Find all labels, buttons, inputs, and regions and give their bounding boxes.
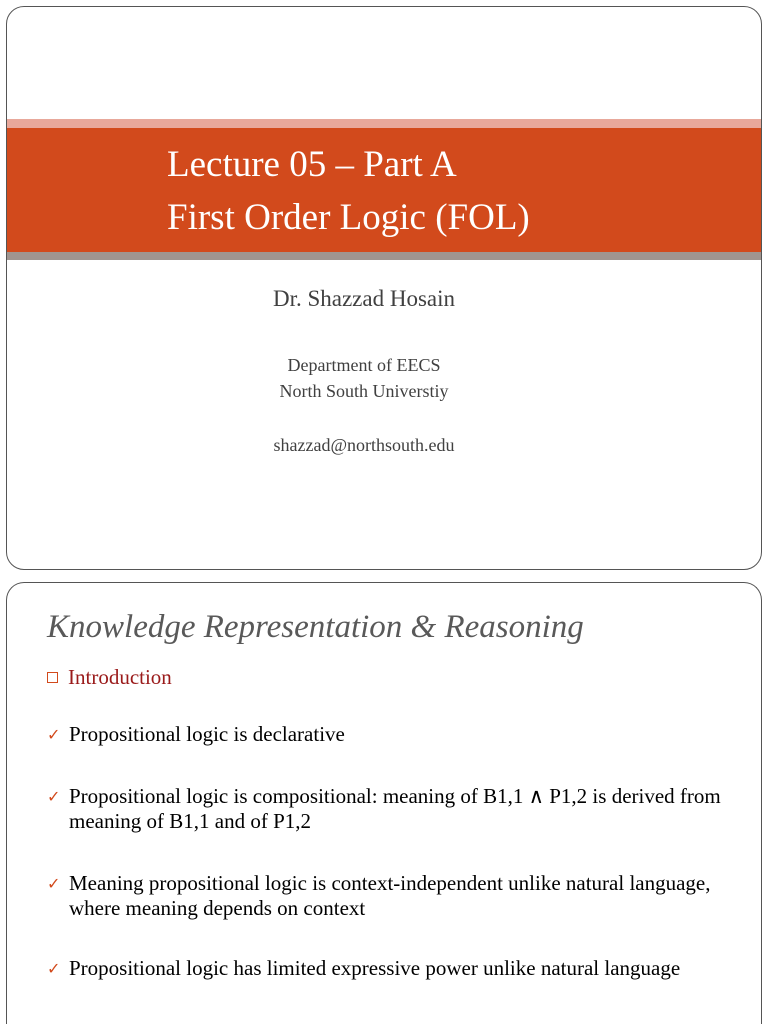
- author-email: shazzad@northsouth.edu: [273, 435, 455, 455]
- checkmark-icon: ✓: [47, 787, 61, 806]
- square-bullet-icon: [47, 672, 58, 683]
- author-name: Dr. Shazzad Hosain: [272, 286, 456, 311]
- section-label: [47, 665, 172, 690]
- list-item: [47, 871, 747, 921]
- title-band-top-stripe: [7, 119, 761, 128]
- section-label-text: Introduction: [68, 665, 172, 689]
- list-item: [47, 722, 747, 747]
- slide-heading: Knowledge Representation & Reasoning: [47, 609, 584, 645]
- lecture-title: Lecture 05 – Part A: [167, 144, 457, 185]
- list-item-text: Propositional logic is compositional: meaning of B1,1 ∧ P1,2 is derived from meaning of B1,1 and of P1,2: [69, 784, 721, 833]
- list-item-text: Propositional logic is declarative: [69, 722, 345, 746]
- list-item-text: Propositional logic has limited expressive power unlike natural language: [69, 956, 681, 980]
- list-item: [47, 784, 747, 834]
- title-slide: [6, 6, 762, 570]
- title-band-bottom-stripe: [7, 252, 761, 260]
- checkmark-icon: ✓: [47, 959, 61, 978]
- content-slide: [6, 582, 762, 1024]
- lecture-subtitle: First Order Logic (FOL): [167, 197, 530, 238]
- checkmark-icon: ✓: [47, 725, 61, 744]
- list-item-text: Meaning propositional logic is context-independent unlike natural language, where meaning depends on context: [69, 871, 711, 920]
- list-item: [47, 956, 747, 981]
- university-text: North South Universtiy: [279, 381, 449, 401]
- checkmark-icon: ✓: [47, 874, 61, 893]
- department-text: Department of EECS: [287, 355, 441, 375]
